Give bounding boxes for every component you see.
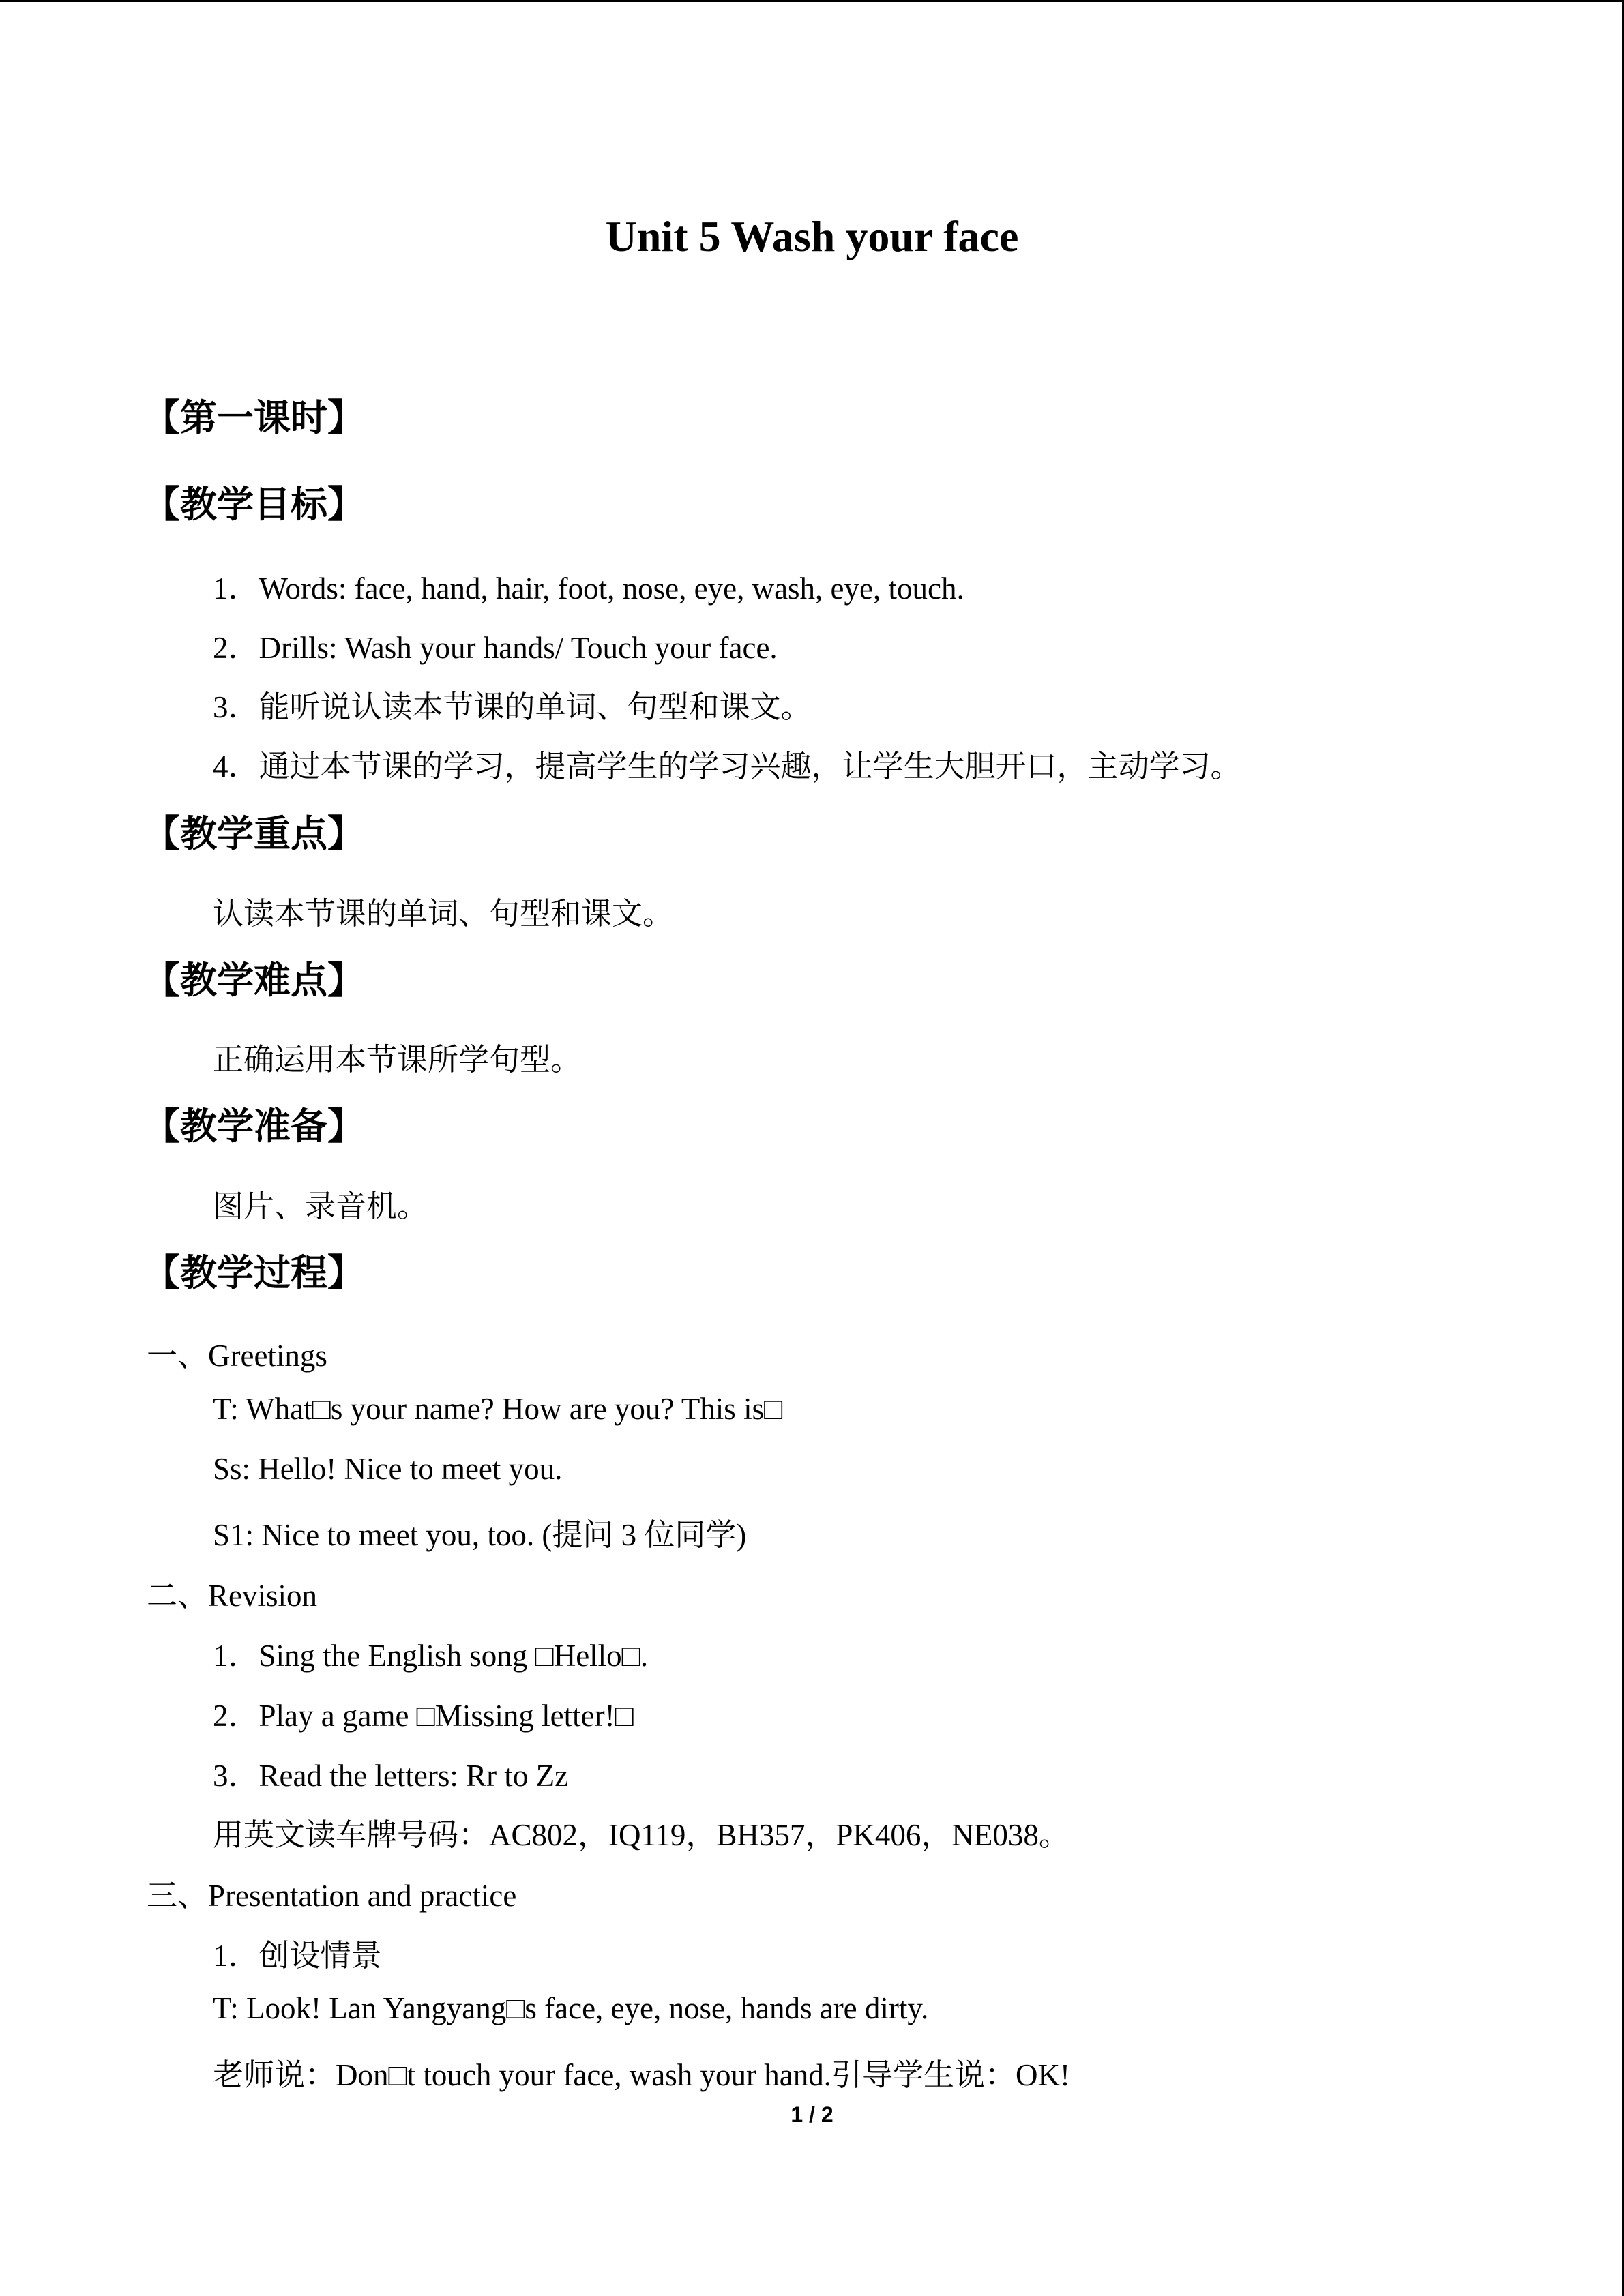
process-line: 1．Sing the English song □Hello□. xyxy=(213,1639,649,1673)
objective-item: 1．Words: face, hand, hair, foot, nose, eye, wash, eye, touch. xyxy=(213,571,964,606)
process-line: 用英文读车牌号码：AC802，IQ119，BH357，PK406，NE038。 xyxy=(213,1818,1069,1852)
heading-process: 【教学过程】 xyxy=(143,1251,364,1294)
objective-item: 3．能听说认读本节课的单词、句型和课文。 xyxy=(213,690,812,724)
heading-lesson: 【第一课时】 xyxy=(143,396,364,439)
page-number: 1 / 2 xyxy=(791,2102,833,2127)
objective-item: 2．Drills: Wash your hands/ Touch your face. xyxy=(213,631,778,665)
document-title: Unit 5 Wash your face xyxy=(605,212,1019,260)
difficulties-text: 正确运用本节课所学句型。 xyxy=(213,1043,582,1077)
process-section-revision: 二、Revision xyxy=(147,1579,318,1613)
process-line: T: Look! Lan Yangyang□s face, eye, nose, hands are dirty. xyxy=(213,1991,929,2025)
process-line: 2．Play a game □Missing letter!□ xyxy=(213,1699,634,1733)
key-points-text: 认读本节课的单词、句型和课文。 xyxy=(213,897,674,931)
process-section-greetings: 一、Greetings xyxy=(147,1339,327,1373)
process-line: 老师说：Don□t touch your face, wash your hand.引导学生说：OK! xyxy=(213,2058,1070,2092)
preparation-text: 图片、录音机。 xyxy=(213,1189,428,1223)
heading-difficulties: 【教学难点】 xyxy=(143,959,364,1002)
process-line: Ss: Hello! Nice to meet you. xyxy=(213,1452,563,1486)
process-line: S1: Nice to meet you, too. (提问 3 位同学) xyxy=(213,1518,747,1552)
process-section-presentation: 三、Presentation and practice xyxy=(147,1879,517,1913)
heading-preparation: 【教学准备】 xyxy=(143,1105,364,1148)
heading-key-points: 【教学重点】 xyxy=(143,812,364,855)
process-line: T: What□s your name? How are you? This is□ xyxy=(213,1392,783,1426)
heading-objectives: 【教学目标】 xyxy=(143,483,364,526)
process-line: 1．创设情景 xyxy=(213,1939,382,1973)
process-line: 3．Read the letters: Rr to Zz xyxy=(213,1759,569,1793)
page-top-border xyxy=(0,0,1624,2)
objective-item: 4．通过本节课的学习，提高学生的学习兴趣，让学生大胆开口，主动学习。 xyxy=(213,749,1241,784)
